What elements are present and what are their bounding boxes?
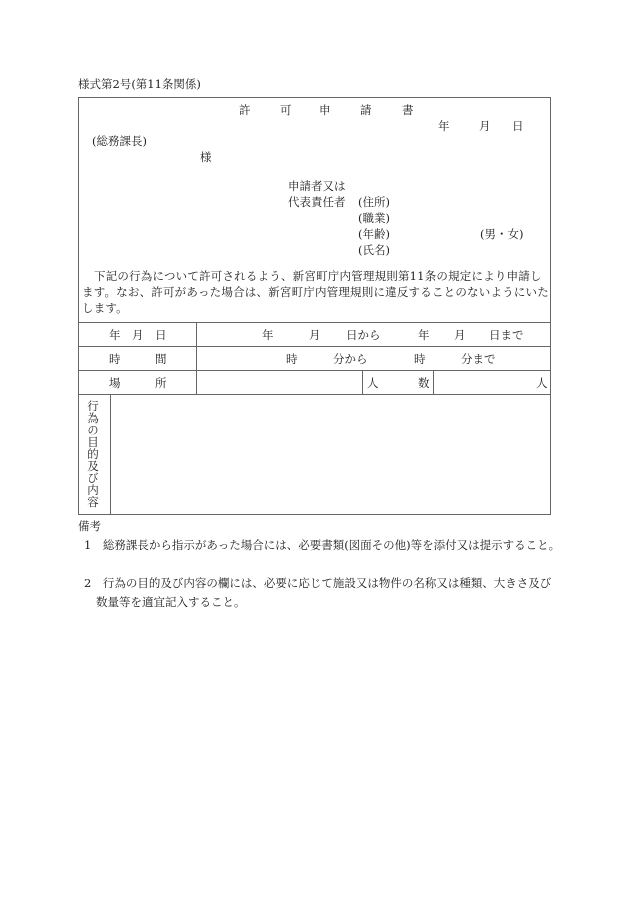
title-char: 書 bbox=[402, 103, 414, 117]
time-to-minute: 分まで bbox=[461, 352, 496, 366]
time-to-hour: 時 bbox=[414, 352, 426, 366]
date-year: 年 bbox=[438, 119, 450, 133]
applicant-label: 申請者又は bbox=[288, 179, 346, 193]
title-char: 申 bbox=[319, 103, 331, 117]
note-item: 2 行為の目的及び内容の欄には、必要に応じて施設又は物件の名称又は種類、大きさ及び数量等を適宜記入すること。 bbox=[84, 576, 552, 609]
title-char: 可 bbox=[280, 103, 292, 117]
count-label: 人 bbox=[367, 376, 379, 390]
date-label: 日 bbox=[155, 328, 167, 342]
time-from-minute: 分から bbox=[333, 352, 368, 366]
addressee: (総務課長) bbox=[92, 134, 147, 148]
title-char: 許 bbox=[239, 103, 251, 117]
divider bbox=[196, 322, 197, 394]
notes-heading: 備考 bbox=[78, 519, 101, 533]
place-label: 場 bbox=[109, 376, 121, 390]
date-from-day: 日から bbox=[346, 328, 381, 342]
address-label: (住所) bbox=[358, 195, 390, 209]
place-label: 所 bbox=[155, 376, 167, 390]
date-from-year: 年 bbox=[262, 328, 274, 342]
divider bbox=[78, 394, 551, 395]
date-day: 日 bbox=[512, 119, 524, 133]
body-text: 下記の行為について許可されるよう、新宮町庁内管理規則第11条の規定により申請します。なお、許可があった場合は、新宮町庁内管理規則に違反することのないようにいたします。 bbox=[82, 269, 549, 315]
divider bbox=[78, 322, 551, 323]
count-unit: 人 bbox=[536, 376, 548, 390]
time-label: 時 bbox=[109, 352, 121, 366]
gender-label: (男・女) bbox=[480, 227, 524, 241]
divider bbox=[78, 370, 551, 371]
date-to-day: 日まで bbox=[489, 328, 524, 342]
representative-label: 代表責任者 bbox=[288, 195, 346, 209]
date-label: 年 bbox=[109, 328, 121, 342]
divider bbox=[110, 394, 111, 515]
note-item: 1 総務課長から指示があった場合には、必要書類(図面その他)等を添付又は提示すること。 bbox=[84, 538, 561, 552]
time-from-hour: 時 bbox=[286, 352, 298, 366]
date-month: 月 bbox=[479, 119, 491, 133]
divider bbox=[362, 370, 363, 394]
count-label: 数 bbox=[418, 376, 430, 390]
age-label: (年齢) bbox=[358, 227, 390, 241]
date-to-year: 年 bbox=[418, 328, 430, 342]
honorific: 様 bbox=[200, 150, 212, 164]
purpose-label: 行為の目的及び内容 bbox=[86, 400, 100, 508]
form-number: 様式第2号(第11条関係) bbox=[78, 77, 201, 91]
divider bbox=[433, 370, 434, 394]
date-to-month: 月 bbox=[454, 328, 466, 342]
time-label: 間 bbox=[155, 352, 167, 366]
date-label: 月 bbox=[132, 328, 144, 342]
divider bbox=[78, 346, 551, 347]
title-char: 請 bbox=[360, 103, 372, 117]
name-label: (氏名) bbox=[358, 243, 390, 257]
occupation-label: (職業) bbox=[358, 211, 390, 225]
date-from-month: 月 bbox=[309, 328, 321, 342]
